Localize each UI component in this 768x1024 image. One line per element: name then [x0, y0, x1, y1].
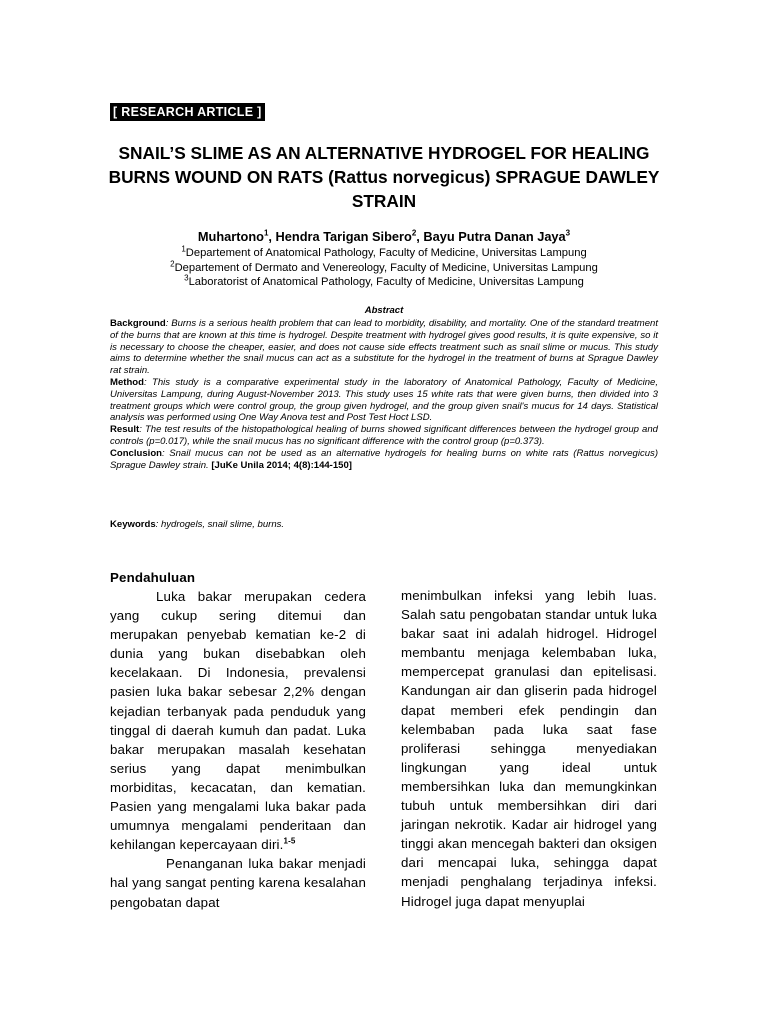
abstract-label: Method — [110, 376, 144, 388]
author-superscript: 1 — [263, 228, 269, 238]
abstract-text: : This study is a comparative experimental study in the laboratory of Anatomical Pathology, Faculty of Medicine, Universitas Lampung, during August-November 2013. This study uses 15 white rats that were given burns, then divided into 3 treatment groups which were control group, the group given hydrogel, and the group given snail's mucus for 14 days. Statistical analysis was performed using One Way Anova test and Post Test Hoct LSD. — [110, 376, 658, 424]
affiliation-1 — [100, 246, 668, 260]
citation: [JuKe Unila 2014; 4(8):144-150] — [211, 459, 352, 471]
abstract-conclusion — [110, 448, 658, 472]
author-name: Hendra Tarigan Sibero — [275, 229, 412, 244]
abstract-method — [110, 377, 658, 424]
affiliation-3 — [100, 275, 668, 289]
keywords — [110, 519, 658, 531]
author-superscript: 2 — [411, 228, 417, 238]
paragraph-text: Luka bakar merupakan cedera yang cukup sering ditemui dan merupakan penyebab kematian ke-2 di dunia yang bukan disebabkan oleh kecelakaan. Di Indonesia, prevalensi pasien luka bakar sebesar 2,2% dengan kejadian terbanyak pada penduduk yang tinggal di daerah kumuh dan padat. Luka bakar merupakan masalah kesehatan serius yang dapat menimbulkan morbiditas, kecacatan, dan kematian. Pasien yang mengalami luka bakar pada umumnya mengalami penderitaan dan kehilangan kepercayaan diri. — [110, 589, 366, 853]
keywords-text: : hydrogels, snail slime, burns. — [155, 519, 285, 530]
affiliation-text: Departement of Anatomical Pathology, Faculty of Medicine, Universitas Lampung — [185, 247, 587, 259]
affiliation-text: Laboratorist of Anatomical Pathology, Faculty of Medicine, Universitas Lampung — [188, 276, 584, 288]
abstract-label: Conclusion — [110, 447, 162, 459]
author-separator: , — [416, 229, 424, 244]
body-column-left — [110, 568, 366, 912]
affiliation-text: Departement of Dermato and Venereology, Faculty of Medicine, Universitas Lampung — [174, 262, 598, 274]
author-superscript: 3 — [565, 228, 571, 238]
keywords-label: Keywords — [110, 519, 156, 530]
affiliation-superscript: 3 — [184, 273, 189, 283]
abstract-text: : The test results of the histopathological healing of burns showed significant differences between the hydrogel group and controls (p=0.017), while the snail mucus has no significant difference with the control group (p=0.373). — [110, 424, 658, 447]
abstract-heading: Abstract — [364, 305, 404, 316]
author-separator: , — [268, 229, 276, 244]
reference-superscript: 1-5 — [283, 836, 296, 846]
article-type-tag: [ RESEARCH ARTICLE ] — [110, 103, 265, 121]
paragraph — [110, 587, 366, 854]
abstract-background — [110, 318, 658, 377]
author-name: Muhartono — [197, 229, 264, 244]
abstract-text: : Snail mucus can not be used as an alternative hydrogels for healing burns on white rats (Rattus norvegicus) Sprague Dawley strain. — [110, 447, 658, 471]
abstract-text: : Burns is a serious health problem that can lead to morbidity, disability, and mortality. One of the standard treatment of the burns that are known at this time is hydrogel. Despite treatment with hydrogel gives good results, it is quite expensive, so it is necessary to choose the cheaper, easier, and does not cause side effects treatment such as snail slime or mucus. This study aims to determine whether the snail mucus can act as a substitute for the hydrogel in the treatment of burns at Sprague Dawley rat strain. — [110, 318, 658, 377]
affiliation-superscript: 1 — [181, 244, 186, 254]
section-heading: Pendahuluan — [110, 570, 196, 585]
author-name: Bayu Putra Danan Jaya — [423, 229, 566, 244]
article-title: SNAIL’S SLIME AS AN ALTERNATIVE HYDROGEL FOR HEALING BURNS WOUND ON RATS (Rattus norvegicus) SPRAGUE DAWLEY STRAIN — [108, 143, 660, 211]
abstract-label: Result — [110, 424, 140, 436]
paragraph: Penanganan luka bakar menjadi hal yang sangat penting karena kesalahan pengobatan dapat — [110, 856, 366, 910]
author-list — [100, 228, 668, 245]
abstract-label: Background — [110, 318, 166, 329]
paragraph: menimbulkan infeksi yang lebih luas. Salah satu pengobatan standar untuk luka bakar saat ini adalah hidrogel. Hidrogel membantu menjaga kelembaban luka, mempercepat granulasi dan epitelisasi. Kandungan air dan gliserin pada hidrogel dapat memberi efek pendingin dan kelembaban pada luka saat fase proliferasi sehingga menyediakan lingkungan yang ideal untuk membersihkan luka dan memungkinkan tubuh untuk membersihkan diri dari jaringan nekrotik. Kadar air hidrogel yang tinggi akan mencegah bakteri dan oksigen dari mencapai luka, sehingga dapat menjadi penghalang terjadinya infeksi. Hidrogel juga dapat menyuplai — [401, 588, 657, 909]
abstract-body — [110, 318, 658, 471]
body-column-right — [401, 586, 657, 911]
affiliation-superscript: 2 — [170, 259, 175, 269]
abstract-result — [110, 424, 658, 448]
